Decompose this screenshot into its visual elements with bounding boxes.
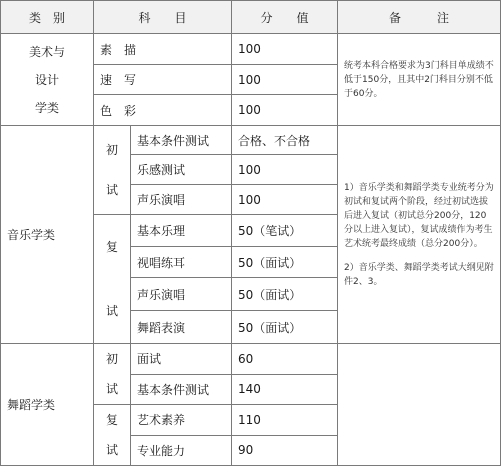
music-s1-score-1: 合格、不合格 [232, 126, 338, 155]
music-stage1-cell [94, 126, 131, 215]
art-score-1: 100 [232, 34, 338, 65]
header-row [1, 1, 501, 34]
dance-remark-empty [338, 344, 501, 466]
dance-category: 舞蹈学类 [1, 344, 94, 466]
dance-s2-score-2: 90 [232, 435, 338, 466]
table-row [1, 34, 501, 65]
art-score-2: 100 [232, 65, 338, 95]
music-s1-subject-2: 乐感测试 [131, 155, 232, 185]
music-s1-score-2: 100 [232, 155, 338, 185]
art-subject-2: 速 写 [94, 65, 232, 95]
music-s2-score-3: 50（面试） [232, 278, 338, 311]
music-remark-2: 2）音乐学类、舞蹈学类考试大纲见附件2、3。 [344, 262, 494, 287]
dance-stage2-cell [94, 405, 131, 466]
music-dance-remark-cell [338, 126, 501, 344]
music-stage1: 初 试 [105, 143, 118, 197]
music-remark-1: 1）音乐学类和舞蹈学类专业统考分为初试和复试两个阶段，经过初试选拔后进入复试（初试总分200分，120分以上进入复试），复试成绩作为考生艺术统考最终成绩（总分200分）。 [344, 182, 494, 249]
header-score: 分 值 [232, 1, 338, 34]
music-stage2-cell [94, 215, 131, 344]
dance-stage2: 复 试 [105, 413, 118, 457]
art-remark: 统考本科合格要求为3门科目单成绩不低于150分，且其中2门科目分别不低于60分。 [338, 34, 501, 126]
music-category: 音乐学类 [1, 126, 94, 344]
dance-stage1-cell [94, 344, 131, 405]
music-s2-score-4: 50（面试） [232, 311, 338, 344]
art-subject-3: 色 彩 [94, 95, 232, 126]
music-s2-score-2: 50（面试） [232, 246, 338, 278]
music-s2-subject-2: 视唱练耳 [131, 246, 232, 278]
table-row [1, 126, 501, 155]
art-category: 美术与 设计 学类 [28, 44, 65, 115]
table-row [1, 344, 501, 375]
music-s2-subject-3: 声乐演唱 [131, 278, 232, 311]
music-s1-score-3: 100 [232, 185, 338, 215]
header-category: 类 别 [1, 1, 94, 34]
art-category-cell [1, 34, 94, 126]
dance-s1-subject-1: 面试 [131, 344, 232, 375]
header-remark: 备 注 [338, 1, 501, 34]
dance-s1-score-2: 140 [232, 374, 338, 405]
music-s2-score-1: 50（笔试） [232, 215, 338, 247]
dance-s2-score-1: 110 [232, 405, 338, 436]
dance-s2-subject-2: 专业能力 [131, 435, 232, 466]
art-score-3: 100 [232, 95, 338, 126]
art-subject-1: 素 描 [94, 34, 232, 65]
dance-s1-subject-2: 基本条件测试 [131, 374, 232, 405]
dance-stage1: 初 试 [105, 352, 118, 396]
music-stage2: 复 试 [105, 240, 118, 318]
dance-s1-score-1: 60 [232, 344, 338, 375]
music-s2-subject-4: 舞蹈表演 [131, 311, 232, 344]
header-subject: 科 目 [94, 1, 232, 34]
dance-s2-subject-1: 艺术素养 [131, 405, 232, 436]
music-s2-subject-1: 基本乐理 [131, 215, 232, 247]
music-s1-subject-3: 声乐演唱 [131, 185, 232, 215]
music-s1-subject-1: 基本条件测试 [131, 126, 232, 155]
